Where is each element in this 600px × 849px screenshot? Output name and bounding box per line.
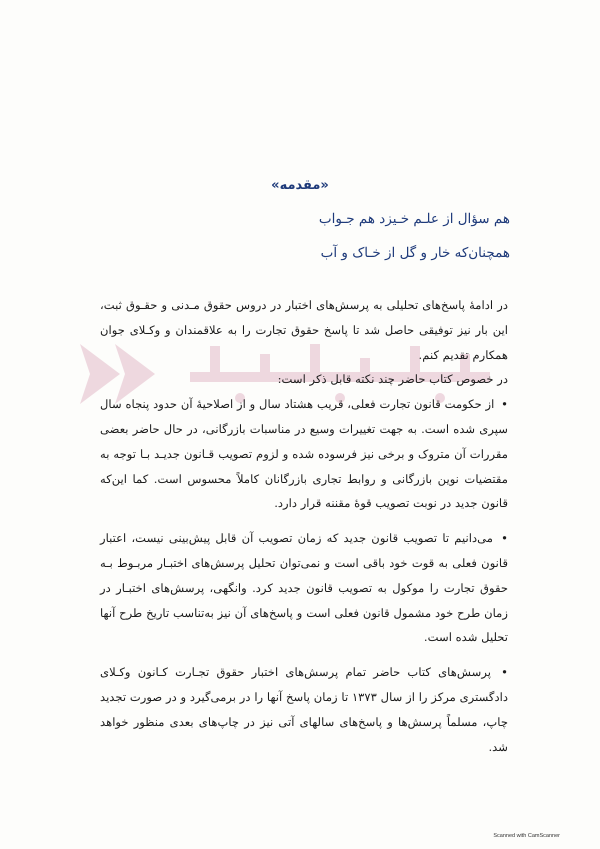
intro-paragraph: در ادامهٔ پاسخ‌های تحلیلی به پرسش‌های اختبار در دروس حقوق مـدنی و حقـوق ثبت، این بار نیز توفیقی حاصل شد تا پاسخ حقوق تجارت را به علاقمندان و وکـلای جوان همکارم تقدیم کنم. (100, 298, 508, 362)
bullet-icon: • (501, 531, 509, 546)
body-text (100, 293, 508, 759)
bullet-paragraph-3 (100, 660, 508, 759)
poem-line-2 (110, 245, 510, 261)
scanner-footer: Scanned with CamScanner (493, 833, 560, 839)
bullet-paragraph-1 (100, 392, 508, 516)
bullet-icon: • (501, 397, 508, 412)
poem-line-2-text: همچنان‌که خار و گل از خـاک و آب (320, 245, 510, 261)
bullet-text-3: پرسش‌های کتاب حاضر تمام پرسش‌های اختبار حقوق تجـارت کـانون وکـلای دادگستری مرکز را از سال ۱۳۷۳ تا زمان پاسخ آنها را در برمی‌گیرد و در صورت تجدید چاپ، مسلماً پرسش‌ها و پاسخ‌های سالهای آتی نیز در چاپ‌های بعدی منظور خواهد شد. (100, 665, 508, 754)
poem-line-1-text: هم سؤال از علـم خـیزد هم جـواب (318, 211, 510, 227)
bullet-text-1: از حکومت قانون تجارت فعلی، قریب هشتاد سال و از اصلاحیهٔ آن حدود پنجاه سال سپری شده است. به جهت تغییرات وسیع در مناسبات بازرگانی، در حال حاضر بعضی مقررات آن متروک و برخی نیز فرسوده شده و لزوم تصویب قـانون جدیـد بـا توجه به مقتضیات نوین بازرگانی و روابط تجاری بازرگانان کاملاً محسوس است. کما این‌که قانون جدید در نوبت تصویب قوهٔ مقننه قرار دارد. (100, 397, 508, 511)
poem-line-1 (110, 211, 510, 227)
bullet-text-2: می‌دانیم تا تصویب قانون جدید که زمان تصویب آن قابل پیش‌بینی نیست، اعتبار قانون فعلی به قوت خود باقی است و نمی‌توان تحلیل پرسش‌های اختبـار مربـوط بـه حقوق تجارت را موکول به تصویب قانون جدید کرد. وانگهی، پرسش‌های اختبـار در زمان طرح خود مشمول قانون فعلی است و پاسخ‌های آن نیز به‌تناسب تاریخ طرح آنها تحلیل شده است. (100, 531, 508, 645)
section-heading: «مقدمه» (271, 178, 329, 193)
bullet-paragraph-2 (100, 526, 508, 650)
bullet-icon: • (501, 665, 509, 680)
notes-intro-paragraph: در خصوص کتاب حاضر چند نکته قابل ذکر است: (277, 372, 508, 387)
